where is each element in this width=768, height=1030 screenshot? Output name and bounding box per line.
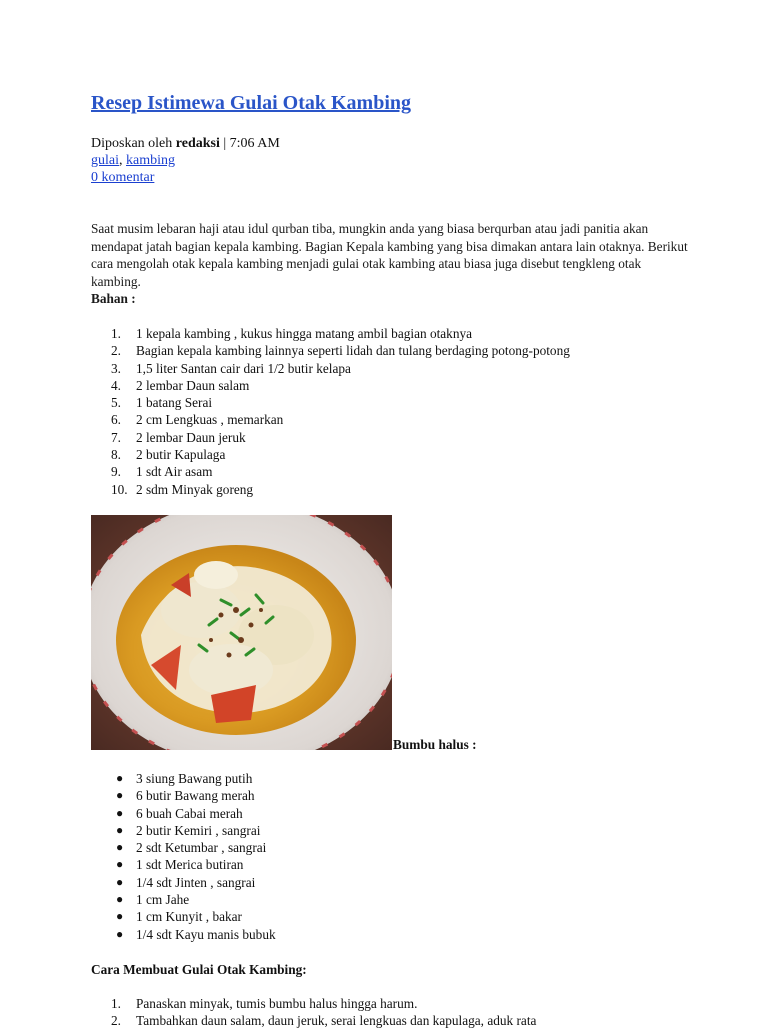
list-item: ● 1/4 sdt Kayu manis bubuk [116,926,276,942]
list-item: ● 6 butir Bawang merah [116,788,255,804]
intro-text [91,220,691,308]
post-time: | 7:06 AM [219,136,280,151]
list-item: 3. 1,5 liter Santan cair dari 1/2 butir kelapa [111,360,351,376]
list-item: ● 1/4 sdt Jinten , sangrai [116,874,256,890]
author-name: redaksi [175,136,220,151]
list-item: 8. 2 butir Kapulaga [111,447,226,463]
list-item: 10. 2 sdm Minyak goreng [111,481,254,497]
list-item: ● 1 cm Jahe [116,892,190,908]
cara-list [91,995,711,1030]
intro-paragraph: Saat musim lebaran haji atau idul qurban tiba, mungkin anda yang biasa berqurban atau jadi panitia akan mendapat jatah bagian kepala kambing. Bagian Kepala kambing yang bisa dimakan antara lain otaknya. Berikut cara mengolah otak kepala kambing menjadi gulai otak kambing atau biasa juga disebut tengkleng otak kambing. [91,221,688,289]
post-meta [91,135,280,186]
list-item: ● 1 cm Kunyit , bakar [116,909,242,925]
list-item: ● 2 sdt Ketumbar , sangrai [116,840,267,856]
list-item: 6. 2 cm Lengkuas , memarkan [111,412,284,428]
list-item: ● 6 buah Cabai merah [116,805,243,821]
comments-link[interactable]: 0 komentar [91,170,155,185]
list-item: 4. 2 lembar Daun salam [111,377,250,393]
list-item: 1. 1 kepala kambing , kukus hingga matang ambil bagian otaknya [111,326,473,341]
label-link-gulai[interactable]: gulai [91,153,119,168]
posted-by-label: Diposkan oleh [91,136,173,151]
bumbu-list [91,770,691,943]
gulai-dish-image [91,515,392,750]
list-item: 1. Panaskan minyak, tumis bumbu halus hingga harum. [111,996,418,1011]
label-link-kambing[interactable]: kambing [126,153,175,168]
list-item: ● 2 butir Kemiri , sangrai [116,822,261,838]
list-item: 9. 1 sdt Air asam [111,464,213,480]
gulai-photo [91,515,392,750]
list-item: 5. 1 batang Serai [111,395,213,411]
list-item: 2. Tambahkan daun salam, daun jeruk, serai lengkuas dan kapulaga, aduk rata [111,1013,537,1029]
post-byline [91,135,280,152]
bahan-heading: Bahan : [91,291,136,306]
bahan-list [91,325,691,498]
bumbu-heading: Bumbu halus : [393,737,477,752]
list-item: 2. Bagian kepala kambing lainnya seperti lidah dan tulang berdaging potong-potong [111,343,570,359]
post-labels [91,152,280,169]
post-comments [91,169,280,186]
list-item: 7. 2 lembar Daun jeruk [111,429,246,445]
list-item: ● 1 sdt Merica butiran [116,857,244,873]
list-item: ● 3 siung Bawang putih [116,771,253,786]
label-separator: , [119,153,123,168]
post-title-link[interactable]: Resep Istimewa Gulai Otak Kambing [91,92,412,114]
cara-heading: Cara Membuat Gulai Otak Kambing: [91,962,307,977]
